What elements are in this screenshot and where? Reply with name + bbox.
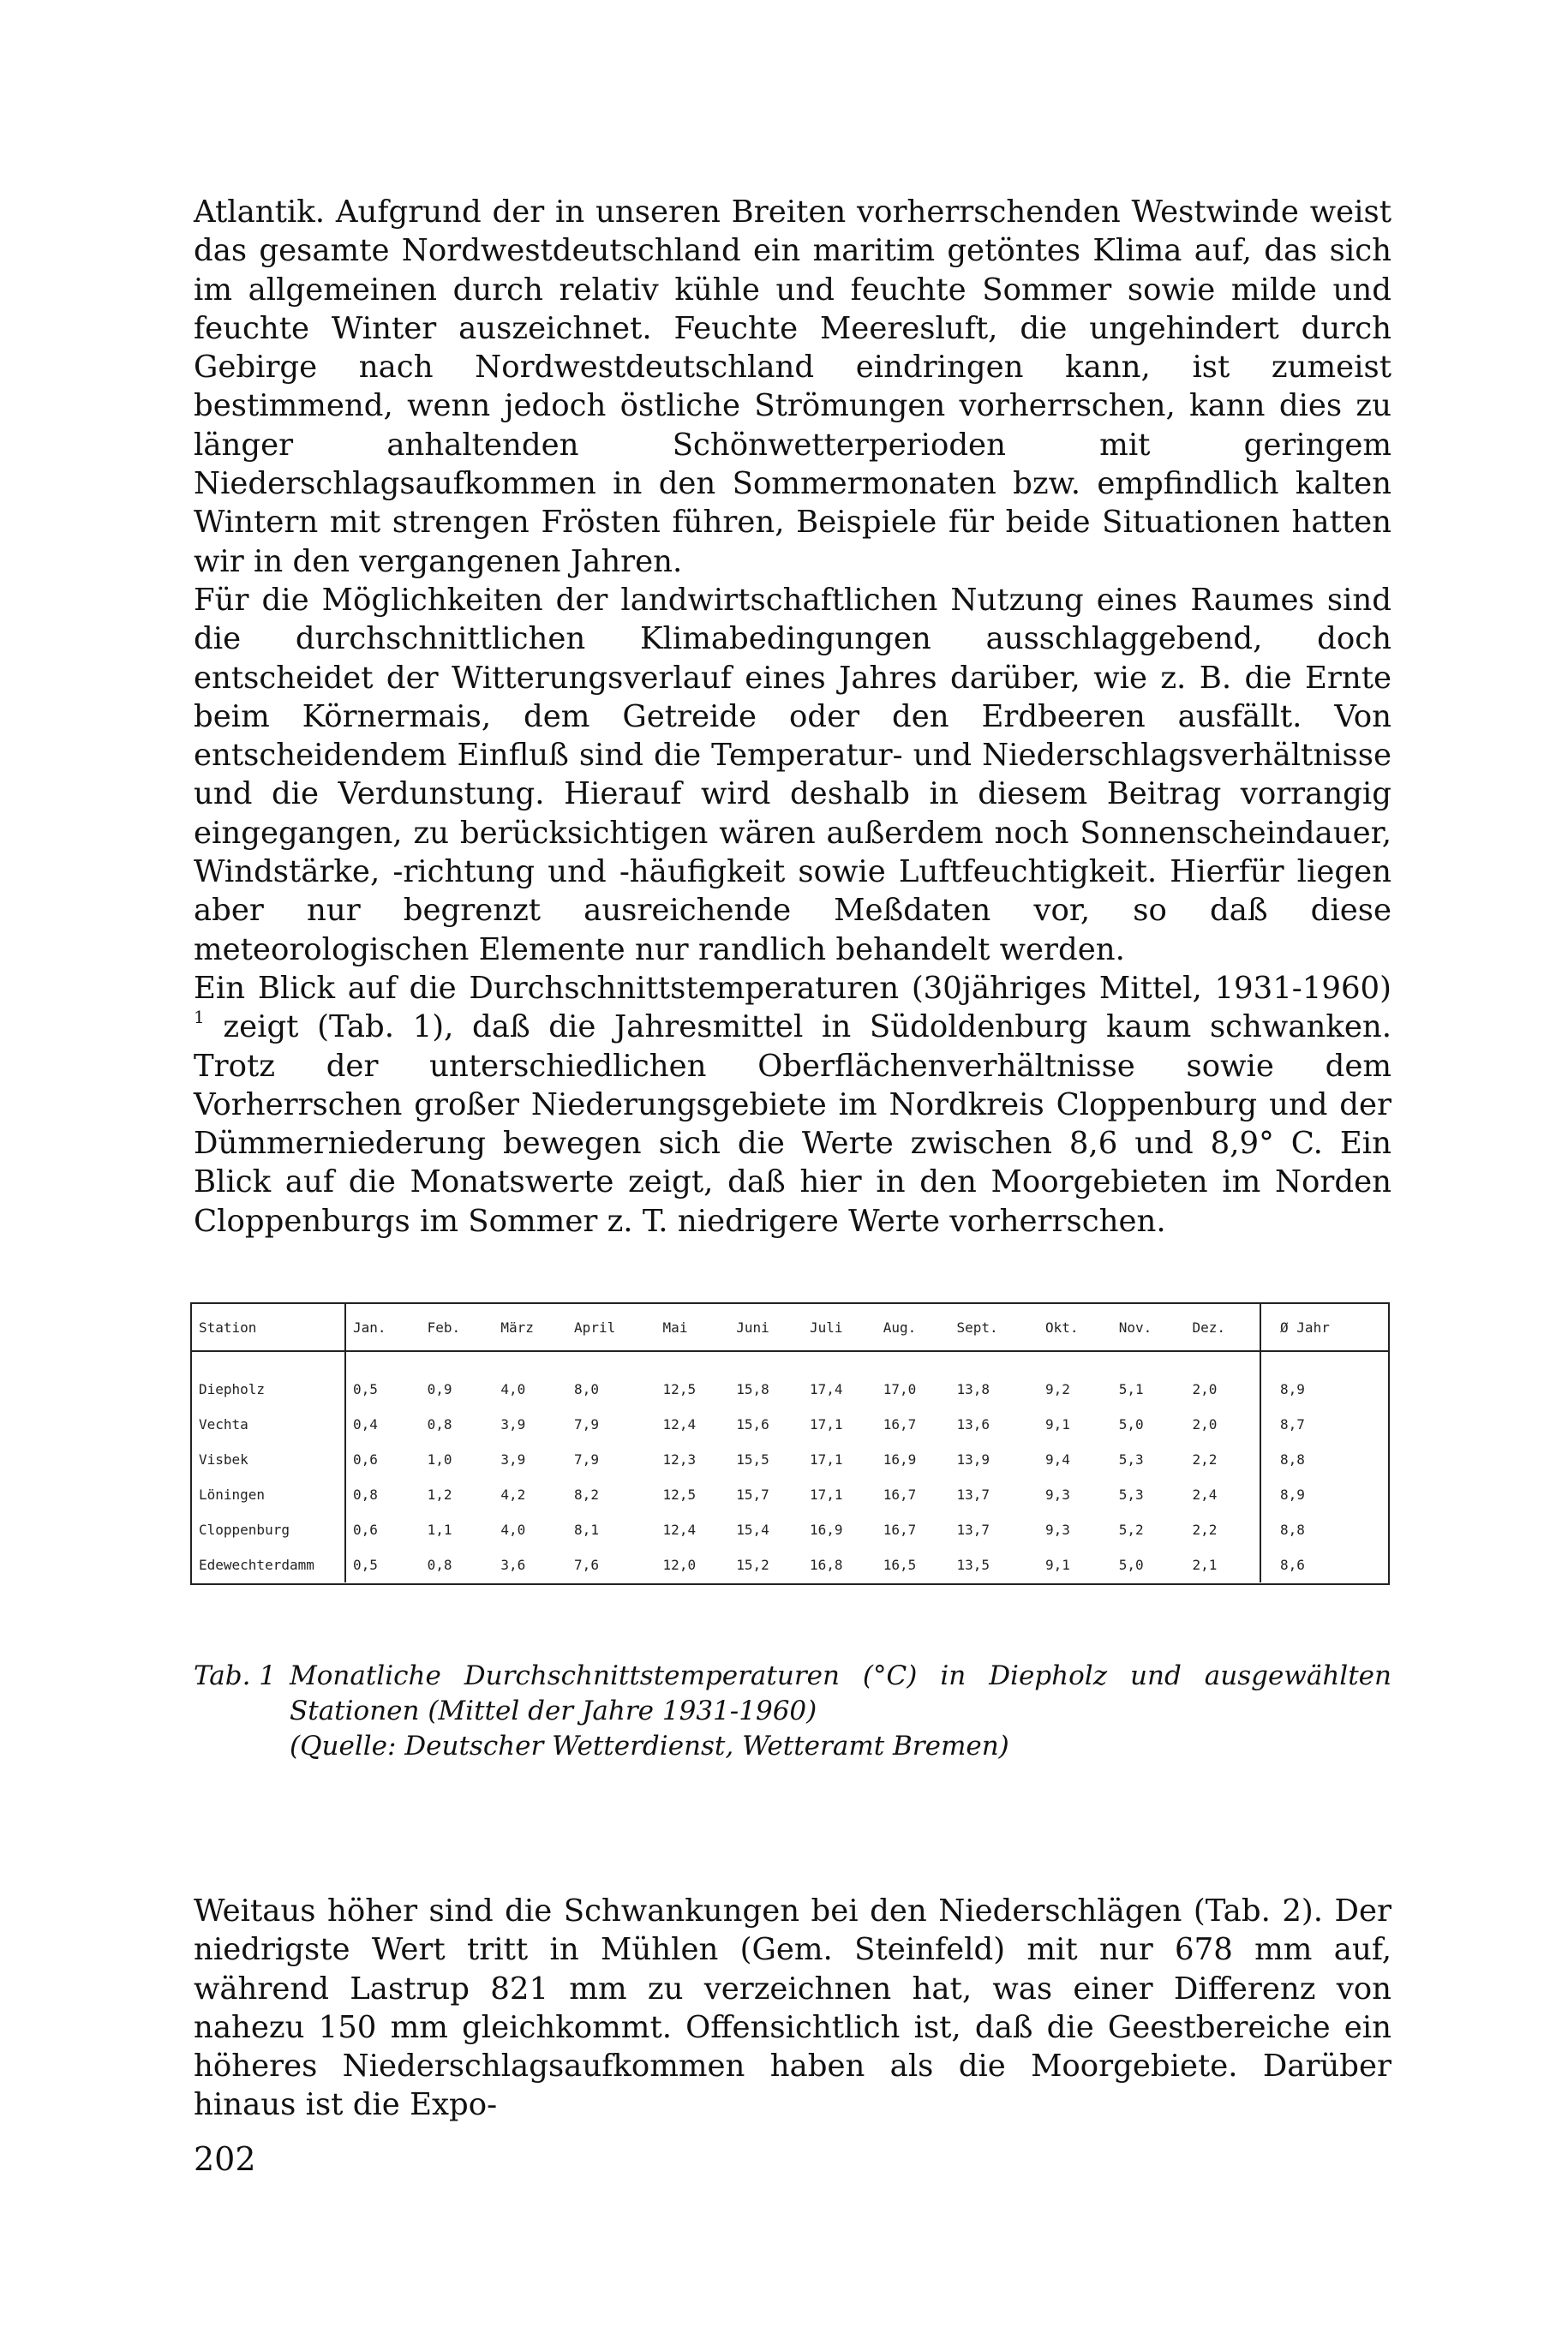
table-row	[192, 1407, 1388, 1442]
table-row	[192, 1547, 1388, 1582]
month-value: 0,5	[353, 1380, 378, 1397]
caption-row	[194, 1659, 1391, 1764]
month-value: 0,6	[353, 1451, 378, 1468]
month-value: 9,3	[1044, 1522, 1070, 1538]
year-value: 8,9	[1260, 1477, 1388, 1512]
month-value: 13,7	[956, 1522, 990, 1538]
month-value: 17,0	[883, 1380, 917, 1397]
month-value: 17,1	[810, 1487, 843, 1503]
month-value: 12,5	[662, 1380, 697, 1397]
caption-source: (Quelle: Deutscher Wetterdienst, Wetteramt Bremen)	[290, 1731, 1009, 1762]
month-value: 15,6	[736, 1416, 769, 1433]
month-value: 4,0	[500, 1522, 526, 1538]
month-value: 2,0	[1192, 1380, 1218, 1397]
caption-line: Monatliche Durchschnittstemperaturen (°C) in Diepholz und ausgewählten	[290, 1660, 1391, 1691]
month-value: 4,0	[500, 1380, 526, 1397]
header-month: Nov.	[1112, 1304, 1186, 1351]
page-number: 202	[194, 2140, 256, 2178]
table-row	[192, 1351, 1388, 1407]
paragraph: Für die Möglichkeiten der landwirtschaftlichen Nutzung eines Raumes sind die durchschnittlichen Klimabedingungen ausschlaggebend, doch entscheidet der Witterungsverlauf eines Jahres darüber, wie z. B. die Ernte beim Körnermais, dem Getreide oder den Erdbeeren ausfällt. Von entscheidendem Einfluß sind die Temperatur- und Niederschlagsverhältnisse und die Verdunstung. Hierauf wird deshalb in diesem Beitrag vorrangig eingegangen, zu berücksichtigen wären außerdem noch Sonnenscheindauer, Windstärke, -richtung und -häufigkeit sowie Luftfeuchtigkeit. Hierfür liegen aber nur begrenzt ausreichende Meßdaten vor, so daß diese meteorologischen Elemente nur randlich behandelt werden.	[194, 582, 1391, 967]
month-value: 9,4	[1044, 1451, 1070, 1468]
month-value: 1,1	[427, 1522, 452, 1538]
month-value: 8,0	[574, 1380, 599, 1397]
header-month: Juli	[803, 1304, 877, 1351]
month-value: 2,0	[1192, 1416, 1218, 1433]
table-row	[192, 1477, 1388, 1512]
paragraph: Weitaus höher sind die Schwankungen bei den Niederschlägen (Tab. 2). Der niedrigste Wert tritt in Mühlen (Gem. Steinfeld) mit nur 678 mm auf, während Lastrup 821 mm zu verzeichnen hat, was einer Differenz von nahezu 150 mm gleichkommt. Offensichtlich ist, daß die Geestbereiche ein höheres Niederschlagsaufkommen haben als die Moorgebiete. Darüber hinaus ist die Expo-	[194, 1893, 1391, 2123]
month-value: 0,4	[353, 1416, 378, 1433]
paragraph-text: zeigt (Tab. 1), daß die Jahresmittel in Südoldenburg kaum schwanken. Trotz der unterschiedlichen Oberflächenverhältnisse sowie dem Vorherrschen großer Niederungsgebiete im Nordkreis Cloppenburg und der Dümmerniederung bewegen sich die Werte zwischen 8,6 und 8,9° C. Ein Blick auf die Monatswerte zeigt, daß hier in den Moorgebieten im Norden Cloppenburgs im Sommer z. T. niedrigere Werte vorherrschen.	[194, 1009, 1391, 1239]
year-value: 8,9	[1260, 1351, 1388, 1407]
month-value: 16,9	[883, 1451, 917, 1468]
month-value: 5,0	[1118, 1416, 1144, 1433]
month-value: 0,8	[353, 1487, 378, 1503]
header-month: Jan.	[345, 1304, 421, 1351]
month-value: 16,9	[810, 1522, 843, 1538]
month-value: 0,8	[427, 1416, 452, 1433]
month-value: 2,1	[1192, 1557, 1218, 1573]
station-name: Diepholz	[192, 1351, 345, 1407]
footnote-marker: 1	[194, 1007, 205, 1028]
month-value: 7,9	[574, 1451, 599, 1468]
month-value: 5,3	[1118, 1451, 1144, 1468]
month-value: 13,8	[956, 1380, 990, 1397]
month-value: 16,5	[883, 1557, 917, 1573]
month-value: 15,7	[736, 1487, 769, 1503]
header-month: Mai	[656, 1304, 730, 1351]
table-grid	[192, 1304, 1388, 1582]
month-value: 15,4	[736, 1522, 769, 1538]
month-value: 2,2	[1192, 1451, 1218, 1468]
month-value: 17,1	[810, 1416, 843, 1433]
paragraph-text: Ein Blick auf die Durchschnittstemperaturen (30jähriges Mittel, 1931-1960)	[194, 970, 1391, 1006]
header-month: Feb.	[421, 1304, 494, 1351]
header-year: Ø Jahr	[1260, 1304, 1388, 1351]
month-value: 12,5	[662, 1487, 697, 1503]
month-value: 1,0	[427, 1451, 452, 1468]
month-value: 3,9	[500, 1416, 526, 1433]
month-value: 8,2	[574, 1487, 599, 1503]
month-value: 5,1	[1118, 1380, 1144, 1397]
temperature-table	[190, 1302, 1390, 1585]
month-value: 5,0	[1118, 1557, 1144, 1573]
month-value: 15,5	[736, 1451, 769, 1468]
month-value: 7,9	[574, 1416, 599, 1433]
month-value: 13,5	[956, 1557, 990, 1573]
header-station: Station	[192, 1304, 345, 1351]
month-value: 9,2	[1044, 1380, 1070, 1397]
month-value: 2,4	[1192, 1487, 1218, 1503]
station-name: Vechta	[192, 1407, 345, 1442]
month-value: 15,8	[736, 1380, 769, 1397]
year-value: 8,6	[1260, 1547, 1388, 1582]
month-value: 16,7	[883, 1487, 917, 1503]
month-value: 5,3	[1118, 1487, 1144, 1503]
month-value: 16,7	[883, 1416, 917, 1433]
header-month: Juni	[729, 1304, 803, 1351]
month-value: 17,1	[810, 1451, 843, 1468]
month-value: 1,2	[427, 1487, 452, 1503]
month-value: 16,7	[883, 1522, 917, 1538]
year-value: 8,8	[1260, 1512, 1388, 1547]
table-body	[192, 1351, 1388, 1582]
caption-label: Tab. 1	[194, 1660, 277, 1691]
station-name: Edewechterdamm	[192, 1547, 345, 1582]
month-value: 0,9	[427, 1380, 452, 1397]
caption-line: Stationen (Mittel der Jahre 1931-1960)	[290, 1696, 817, 1726]
paragraph	[194, 969, 1391, 1241]
month-value: 16,8	[810, 1557, 843, 1573]
station-name: Löningen	[192, 1477, 345, 1512]
header-month: Dez.	[1185, 1304, 1260, 1351]
month-value: 13,7	[956, 1487, 990, 1503]
month-value: 12,4	[662, 1522, 697, 1538]
header-month: März	[494, 1304, 567, 1351]
table-caption	[194, 1659, 1391, 1764]
station-name: Visbek	[192, 1442, 345, 1477]
header-month: Okt.	[1038, 1304, 1112, 1351]
month-value: 13,6	[956, 1416, 990, 1433]
month-value: 8,1	[574, 1522, 599, 1538]
month-value: 5,2	[1118, 1522, 1144, 1538]
table-row	[192, 1442, 1388, 1477]
body-text-top	[194, 193, 1391, 1241]
month-value: 3,6	[500, 1557, 526, 1573]
month-value: 15,2	[736, 1557, 769, 1573]
month-value: 0,5	[353, 1557, 378, 1573]
year-value: 8,8	[1260, 1442, 1388, 1477]
month-value: 7,6	[574, 1557, 599, 1573]
caption-body	[290, 1659, 1391, 1764]
table-header-row	[192, 1304, 1388, 1351]
month-value: 9,1	[1044, 1557, 1070, 1573]
header-month: Sept.	[949, 1304, 1038, 1351]
month-value: 3,9	[500, 1451, 526, 1468]
year-value: 8,7	[1260, 1407, 1388, 1442]
paragraph: Atlantik. Aufgrund der in unseren Breiten vorherrschenden Westwinde weist das gesamte Nordwestdeutschland ein maritim getöntes Klima auf, das sich im allgemeinen durch relativ kühle und feuchte Sommer sowie milde und feuchte Winter auszeichnet. Feuchte Meeresluft, die ungehindert durch Gebirge nach Nordwestdeutschland eindringen kann, ist zumeist bestimmend, wenn jedoch östliche Strömungen vorherrschen, kann dies zu länger anhaltenden Schönwetterperioden mit geringem Niederschlagsaufkommen in den Sommermonaten bzw. empfindlich kalten Wintern mit strengen Frösten führen, Beispiele für beide Situationen hatten wir in den vergangenen Jahren.	[194, 194, 1391, 579]
month-value: 9,1	[1044, 1416, 1070, 1433]
month-value: 4,2	[500, 1487, 526, 1503]
table-row	[192, 1512, 1388, 1547]
month-value: 0,6	[353, 1522, 378, 1538]
month-value: 12,0	[662, 1557, 697, 1573]
body-text-bottom	[194, 1892, 1391, 2125]
month-value: 0,8	[427, 1557, 452, 1573]
month-value: 13,9	[956, 1451, 990, 1468]
station-name: Cloppenburg	[192, 1512, 345, 1547]
header-month: April	[567, 1304, 656, 1351]
month-value: 17,4	[810, 1380, 843, 1397]
month-value: 2,2	[1192, 1522, 1218, 1538]
header-month: Aug.	[877, 1304, 950, 1351]
month-value: 12,3	[662, 1451, 697, 1468]
month-value: 9,3	[1044, 1487, 1070, 1503]
month-value: 12,4	[662, 1416, 697, 1433]
